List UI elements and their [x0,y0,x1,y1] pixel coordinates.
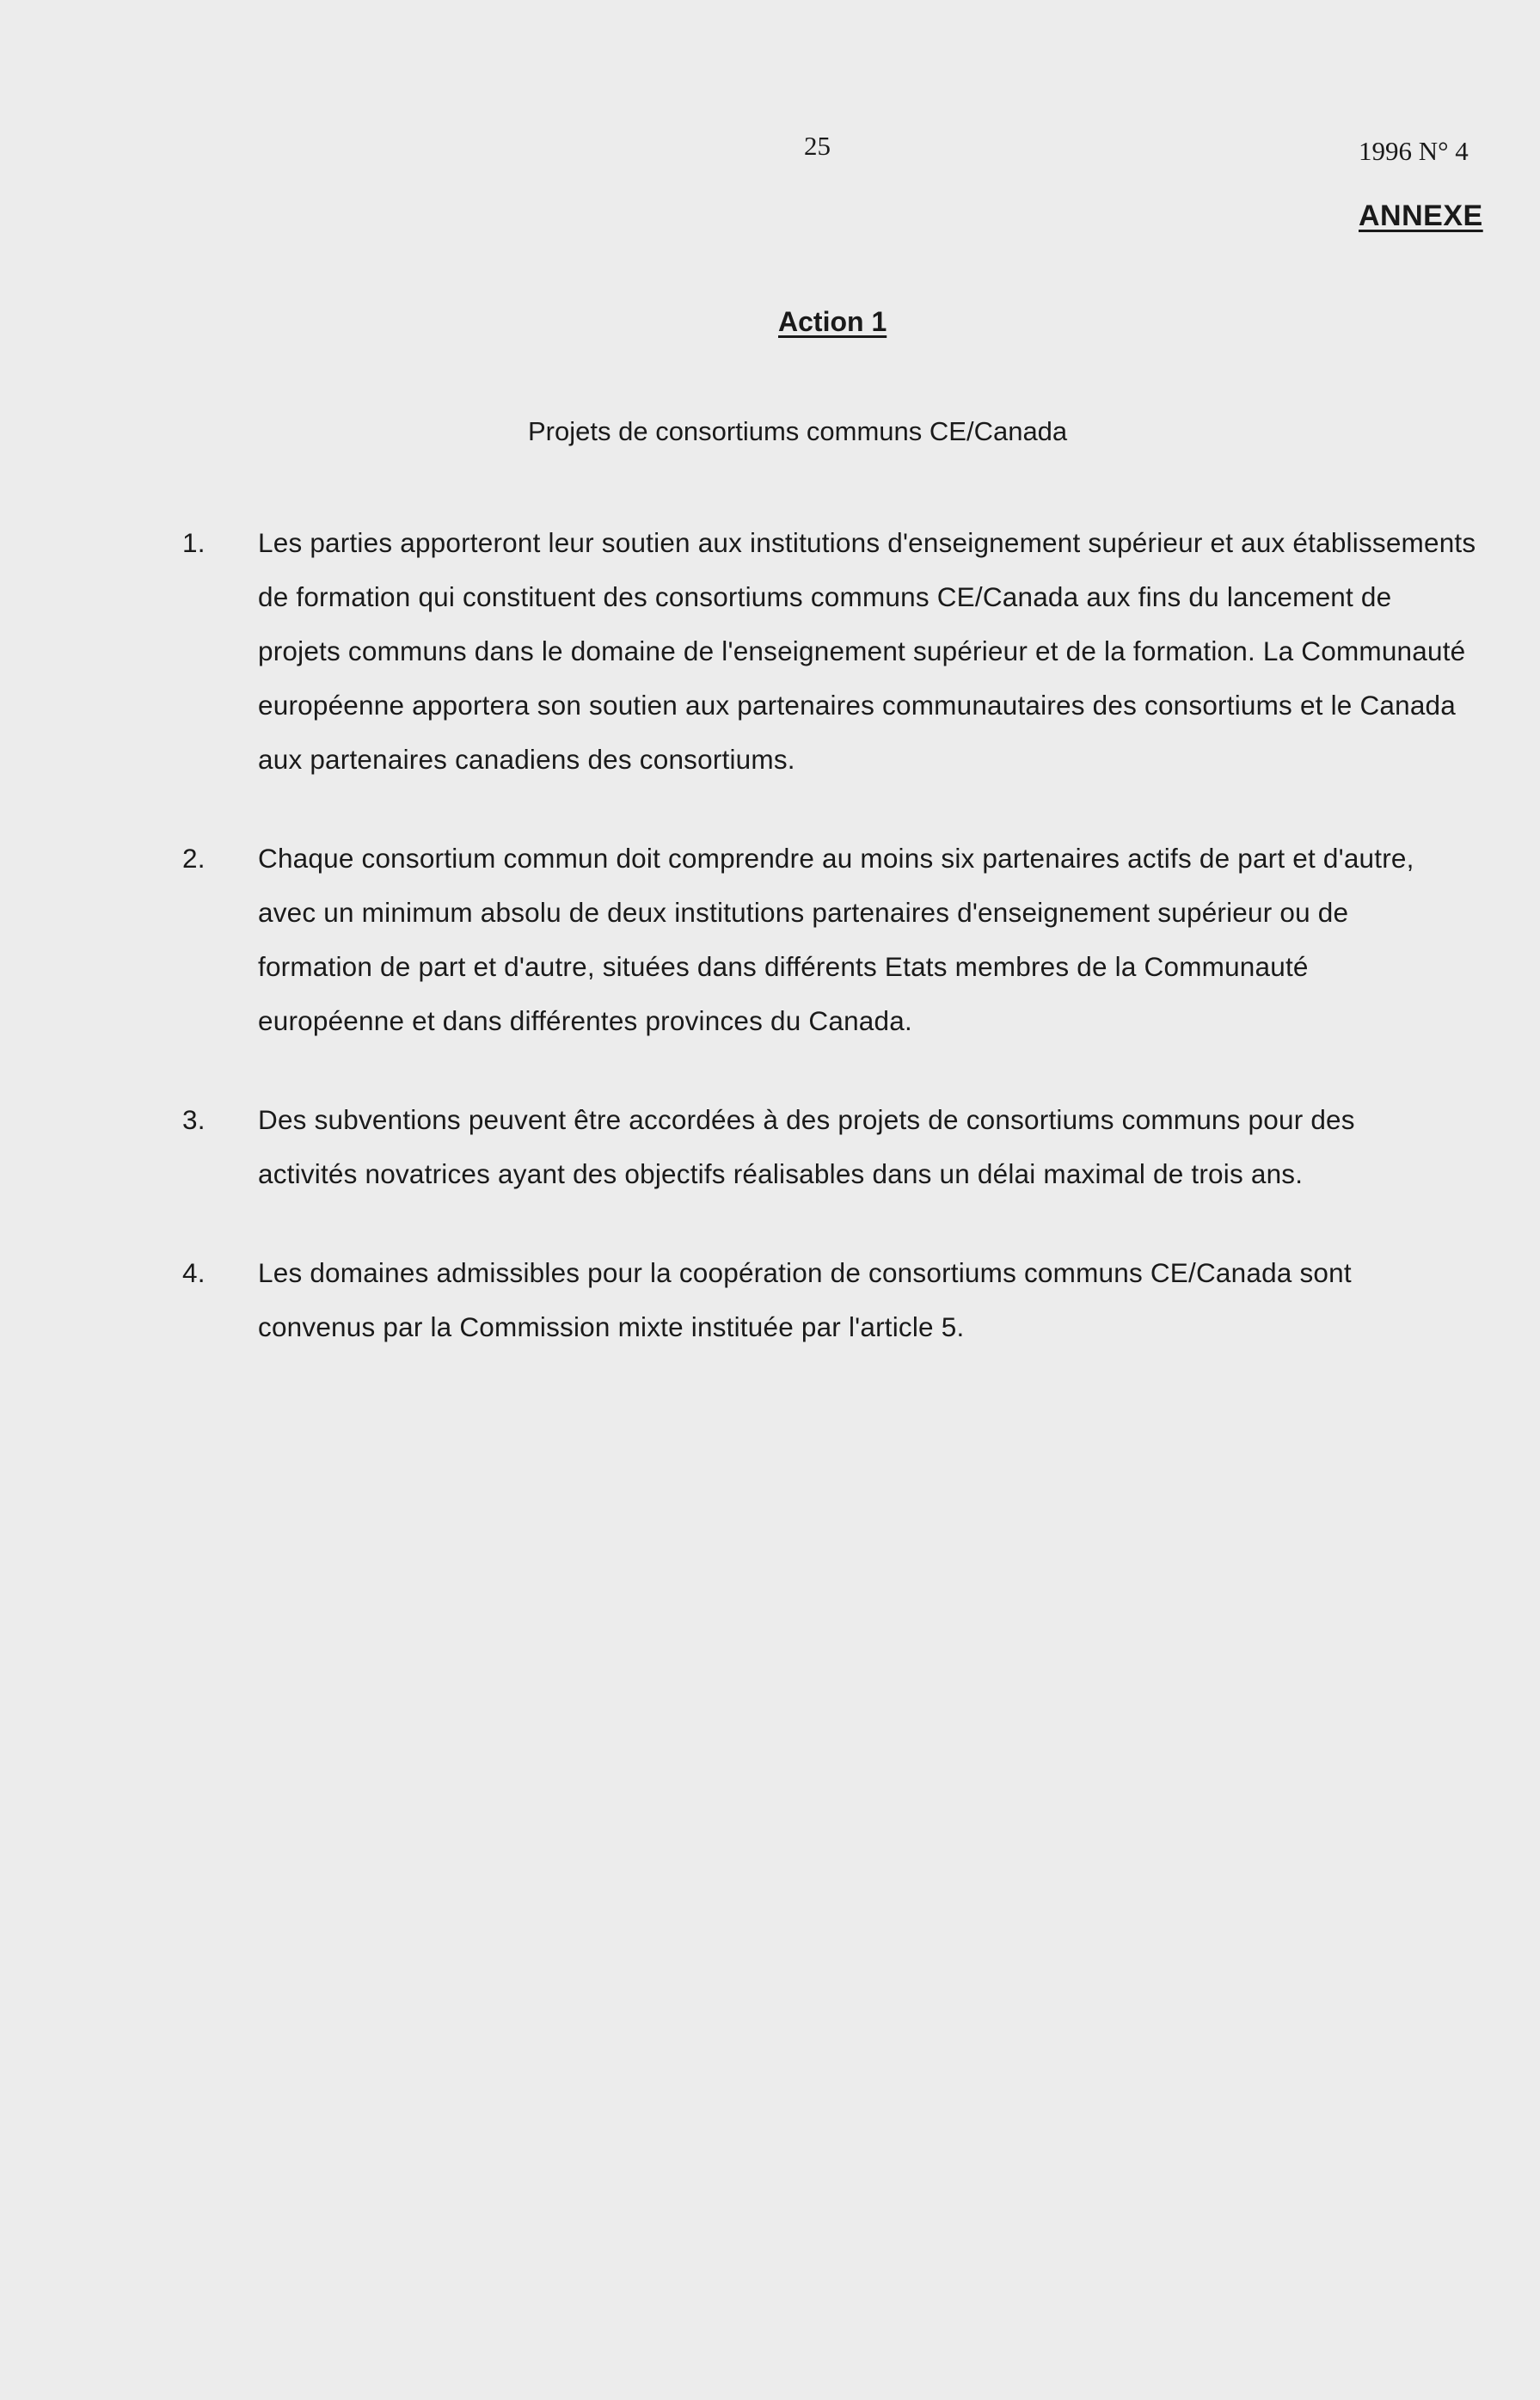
item-number: 4. [182,1257,206,1288]
action-title: Action 1 [778,306,887,337]
item-text: Les domaines admissibles pour la coopération de consortiums communs CE/Canada sont convenus par la Commission mixte instituée par l'article 5. [258,1257,1352,1342]
item-number: 2. [182,843,206,874]
numbered-list [172,516,1488,1399]
item-text: Des subventions peuvent être accordées à des projets de consortiums communs pour des activités novatrices ayant des objectifs réalisables dans un délai maximal de trois ans. [258,1104,1355,1189]
item-number: 1. [182,527,206,558]
item-number: 3. [182,1104,206,1135]
issue-reference: 1996 N° 4 [1359,136,1469,166]
list-item [172,516,1488,787]
list-item [172,1093,1488,1201]
item-text: Les parties apporteront leur soutien aux institutions d'enseignement supérieur et aux établissements de formation qui constituent des consortiums communs CE/Canada aux fins du lancement de projets communs dans le domaine de l'enseignement supérieur et de la formation. La Communauté européenne apportera son soutien aux partenaires communautaires des consortiums et le Canada aux partenaires canadiens des consortiums. [258,527,1476,775]
annex-label: ANNEXE [1359,199,1483,232]
list-item [172,832,1488,1048]
list-item [172,1246,1488,1354]
page-number: 25 [804,131,831,161]
section-subtitle: Projets de consortiums communs CE/Canada [528,416,1068,446]
item-text: Chaque consortium commun doit comprendre au moins six partenaires actifs de part et d'autre, avec un minimum absolu de deux institutions partenaires d'enseignement supérieur ou de formation de part et d'autre, situées dans différents Etats membres de la Communauté européenne et dans différentes provinces du Canada. [258,843,1414,1036]
